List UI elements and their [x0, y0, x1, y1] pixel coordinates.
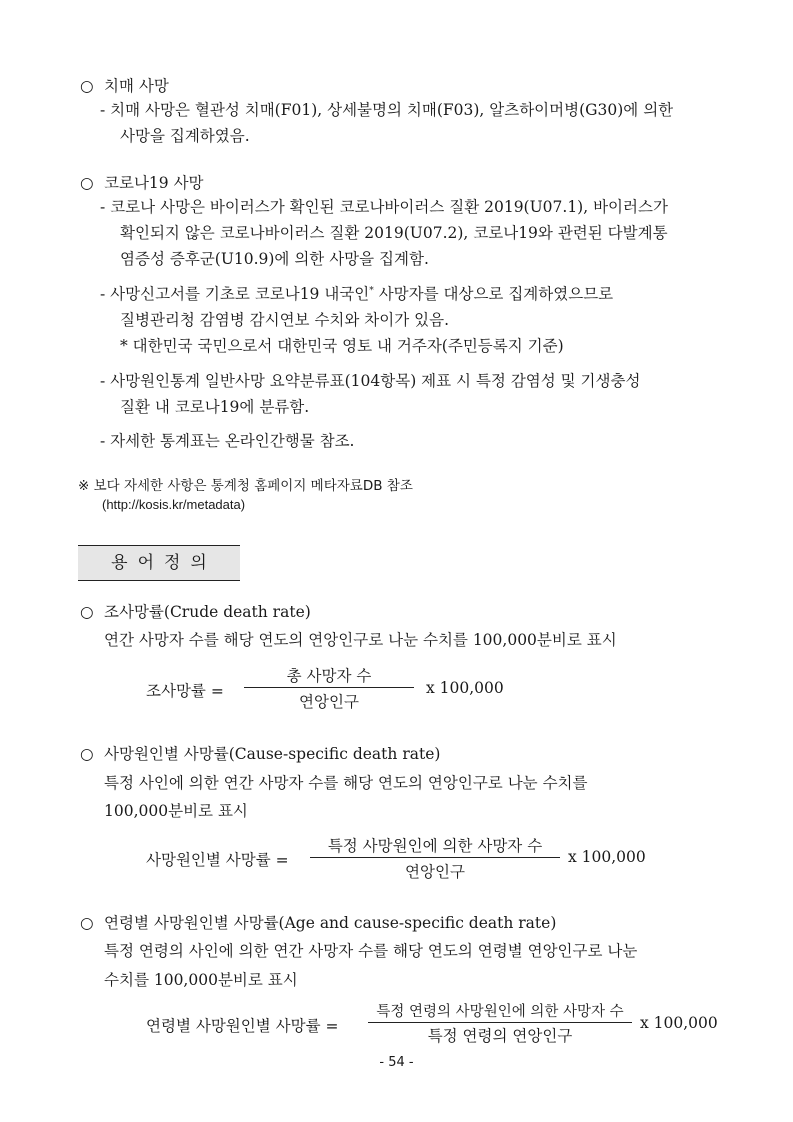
reference-url: (http://kosis.kr/metadata)	[102, 497, 246, 512]
crude-formula-numerator: 총 사망자 수	[286, 667, 372, 685]
dementia-line-2: 사망을 집계하였음.	[120, 127, 250, 145]
dementia-heading: ○ 치매 사망	[80, 77, 169, 95]
age-cause-formula-numerator: 특정 연령의 사망원인에 의한 사망자 수	[376, 1004, 624, 1020]
cause-formula-lhs: 사망원인별 사망률 =	[146, 851, 289, 869]
crude-heading: ○ 조사망률(Crude death rate)	[80, 603, 311, 621]
circle-bullet-icon: ○	[80, 914, 94, 932]
covid-item3-line-2: 질환 내 코로나19에 분류함.	[120, 398, 310, 416]
crude-formula-denominator: 연앙인구	[299, 693, 359, 711]
cause-fraction-bar	[310, 857, 560, 858]
age-cause-heading: ○ 연령별 사망원인별 사망률(Age and cause-specific death rate)	[80, 914, 557, 932]
age-cause-description-line-2: 수치를 100,000분비로 표시	[104, 971, 298, 989]
covid-item2-line-2: 질병관리청 감염병 감시연보 수치와 차이가 있음.	[120, 311, 450, 329]
crude-formula-multiplier: x 100,000	[426, 679, 504, 697]
crude-fraction-bar	[244, 687, 414, 688]
covid-item2-note: * 대한민국 국민으로서 대한민국 영토 내 거주자(주민등록지 기준)	[120, 337, 564, 355]
covid-item1-line-1: - 코로나 사망은 바이러스가 확인된 코로나바이러스 질환 2019(U07.1), 바이러스가	[100, 198, 668, 216]
cause-description-line-1: 특정 사인에 의한 연간 사망자 수를 해당 연도의 연앙인구로 나눈 수치를	[104, 774, 588, 792]
asterisk-footnote-mark: *	[369, 285, 374, 296]
cause-formula-numerator: 특정 사망원인에 의한 사망자 수	[327, 837, 543, 855]
cause-formula-denominator: 연앙인구	[405, 863, 465, 881]
reference-note: ※ 보다 자세한 사항은 통계청 홈페이지 메타자료DB 참조	[78, 478, 413, 494]
crude-description: 연간 사망자 수를 해당 연도의 연앙인구로 나눈 수치를 100,000분비로 표시	[104, 631, 617, 649]
circle-bullet-icon: ○	[80, 603, 94, 621]
covid-item4: - 자세한 통계표는 온라인간행물 참조.	[100, 432, 355, 450]
covid-item1-line-3: 염증성 증후군(U10.9)에 의한 사망을 집계함.	[120, 250, 429, 268]
cause-description-line-2: 100,000분비로 표시	[104, 802, 248, 820]
circle-bullet-icon: ○	[80, 77, 94, 95]
crude-formula-lhs: 조사망률 =	[146, 682, 224, 700]
age-cause-formula-lhs: 연령별 사망원인별 사망률 =	[146, 1017, 339, 1035]
cause-heading: ○ 사망원인별 사망률(Cause-specific death rate)	[80, 745, 441, 763]
circle-bullet-icon: ○	[80, 174, 94, 192]
terms-header: 용어정의	[78, 545, 240, 581]
age-cause-formula-multiplier: x 100,000	[640, 1014, 718, 1032]
cause-formula-multiplier: x 100,000	[568, 848, 646, 866]
age-cause-fraction-bar	[368, 1022, 632, 1023]
page-number: - 54 -	[379, 1055, 414, 1070]
age-cause-formula-denominator: 특정 연령의 연앙인구	[427, 1027, 573, 1045]
covid-item1-line-2: 확인되지 않은 코로나바이러스 질환 2019(U07.2), 코로나19와 관련된 다발계통	[120, 224, 668, 242]
covid-heading: ○ 코로나19 사망	[80, 174, 204, 192]
circle-bullet-icon: ○	[80, 745, 94, 763]
covid-item3-line-1: - 사망원인통계 일반사망 요약분류표(104항목) 제표 시 특정 감염성 및 기생충성	[100, 372, 641, 390]
covid-item2-line-1: - 사망신고서를 기초로 코로나19 내국인* 사망자를 대상으로 집계하였으므로	[100, 285, 614, 303]
age-cause-description-line-1: 특정 연령의 사인에 의한 연간 사망자 수를 해당 연도의 연령별 연앙인구로 나눈	[104, 942, 638, 960]
dementia-line-1: - 치매 사망은 혈관성 치매(F01), 상세불명의 치매(F03), 알츠하이머병(G30)에 의한	[100, 101, 674, 119]
